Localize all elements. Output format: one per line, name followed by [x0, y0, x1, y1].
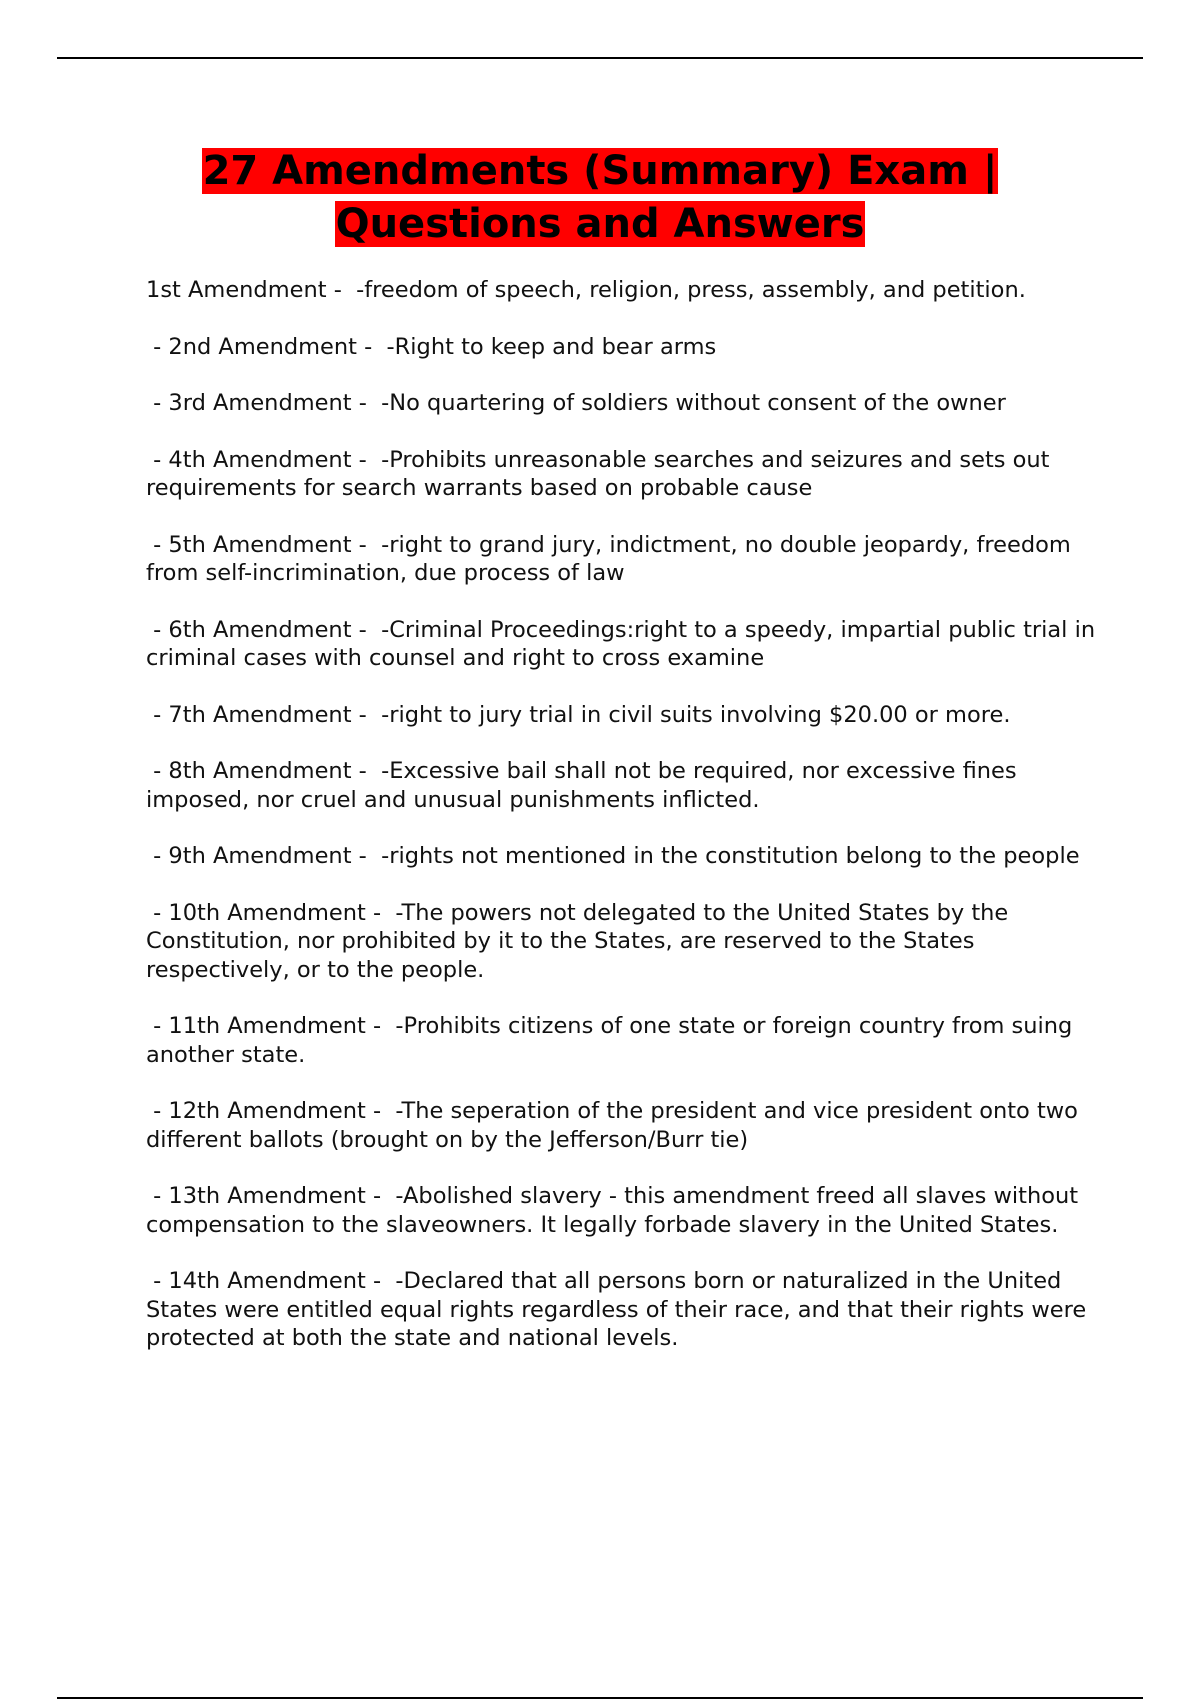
amendment-entry-12: - 12th Amendment - -The seperation of the president and vice president onto two different ballots (brought on by the Jefferson/Burr tie): [146, 1098, 1086, 1153]
amendment-entry-3: - 3rd Amendment - -No quartering of soldiers without consent of the owner: [146, 390, 1006, 416]
amendment-entry-6: - 6th Amendment - -Criminal Proceedings:right to a speedy, impartial public trial in criminal cases with counsel and right to cross examine: [146, 616, 1103, 671]
page-title: [100, 145, 1100, 251]
title-line-1: 27 Amendments (Summary) Exam |: [202, 148, 998, 194]
bottom-rule: [57, 1697, 1143, 1699]
amendments-list: [146, 276, 1103, 1381]
amendment-entry-5: - 5th Amendment - -right to grand jury, indictment, no double jeopardy, freedom from self-incrimination, due process of law: [146, 531, 1078, 586]
amendment-entry-8: - 8th Amendment - -Excessive bail shall not be required, nor excessive fines imposed, nor cruel and unusual punishments inflicted.: [146, 758, 1024, 813]
amendment-entry-4: - 4th Amendment - -Prohibits unreasonable searches and seizures and sets out requirements for search warrants based on probable cause: [146, 446, 1057, 501]
amendment-entry-11: - 11th Amendment - -Prohibits citizens of one state or foreign country from suing another state.: [146, 1013, 1080, 1068]
amendment-entry-14: - 14th Amendment - -Declared that all persons born or naturalized in the United States were entitled equal rights regardless of their race, and that their rights were protected at both the state and national levels.: [146, 1268, 1094, 1351]
amendment-entry-2: - 2nd Amendment - -Right to keep and bear arms: [146, 333, 717, 360]
title-line-2: Questions and Answers: [335, 201, 865, 247]
amendment-entry-9: - 9th Amendment - -rights not mentioned in the constitution belong to the people: [146, 843, 1080, 869]
amendment-entry-1: 1st Amendment - -freedom of speech, religion, press, assembly, and petition.: [146, 277, 1026, 303]
top-rule: [57, 57, 1143, 59]
amendment-entry-13: - 13th Amendment - -Abolished slavery - this amendment freed all slaves without compensation to the slaveowners. It legally forbade slavery in the United States.: [146, 1183, 1086, 1238]
amendment-entry-10: - 10th Amendment - -The powers not delegated to the United States by the Constitution, nor prohibited by it to the States, are reserved to the States respectively, or to the people.: [146, 899, 1016, 983]
amendment-entry-7: - 7th Amendment - -right to jury trial in civil suits involving $20.00 or more.: [146, 701, 1011, 728]
